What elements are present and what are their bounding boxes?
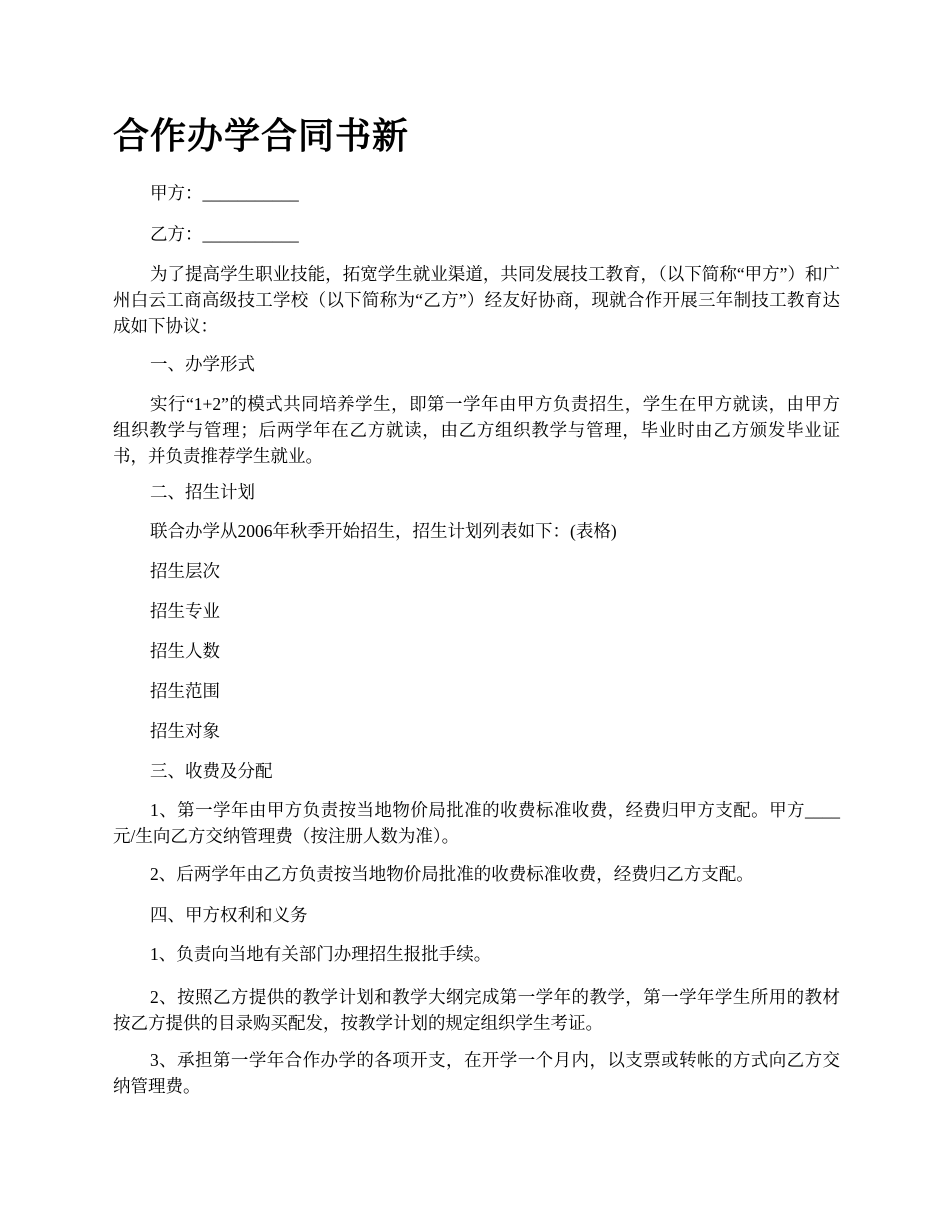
section-3-item-2: 2、后两学年由乙方负责按当地物价局批准的收费标准收费，经费归乙方支配。 (150, 864, 754, 884)
section-4-item-2: 2、按照乙方提供的教学计划和教学大纲完成第一学年的教学，第一学年学生所用的教材按乙方提供的目录购买配发，按教学计划的规定组织学生考证。 (113, 987, 840, 1033)
table-label-major: 招生专业 (150, 601, 220, 621)
section-heading-3: 三、收费及分配 (150, 761, 273, 781)
section-1-body: 实行“1+2”的模式共同培养学生，即第一学年由甲方负责招生，学生在甲方就读，由甲方组织教学与管理；后两学年在乙方就读，由乙方组织教学与管理，毕业时由乙方颁发毕业证书，并负责推荐学生就业。 (113, 394, 840, 466)
section-heading-2: 二、招生计划 (150, 482, 255, 502)
party-a-line: 甲方：___________ (150, 183, 299, 203)
document-title: 合作办学合同书新 (113, 115, 410, 157)
table-label-scope: 招生范围 (150, 681, 220, 701)
party-b-line: 乙方：___________ (150, 224, 299, 244)
intro-paragraph: 为了提高学生职业技能，拓宽学生就业渠道，共同发展技工教育，（以下简称“甲方”）和广州白云工商高级技工学校（以下简称为“乙方”）经友好协商，现就合作开展三年制技工教育达成如下协议： (113, 264, 840, 336)
section-heading-1: 一、办学形式 (150, 354, 255, 374)
section-4-item-1: 1、负责向当地有关部门办理招生报批手续。 (150, 944, 492, 964)
section-4-item-3: 3、承担第一学年合作办学的各项开支，在开学一个月内，以支票或转帐的方式向乙方交纳管理费。 (113, 1050, 840, 1096)
section-2-body: 联合办学从2006年秋季开始招生，招生计划列表如下：(表格) (150, 521, 617, 541)
section-3-item-1: 1、第一学年由甲方负责按当地物价局批准的收费标准收费，经费归甲方支配。甲方____元/生向乙方交纳管理费（按注册人数为准）。 (113, 800, 840, 846)
section-heading-4: 四、甲方权利和义务 (150, 905, 308, 925)
table-label-target: 招生对象 (150, 721, 220, 741)
table-label-level: 招生层次 (150, 561, 220, 581)
table-label-count: 招生人数 (150, 641, 220, 661)
